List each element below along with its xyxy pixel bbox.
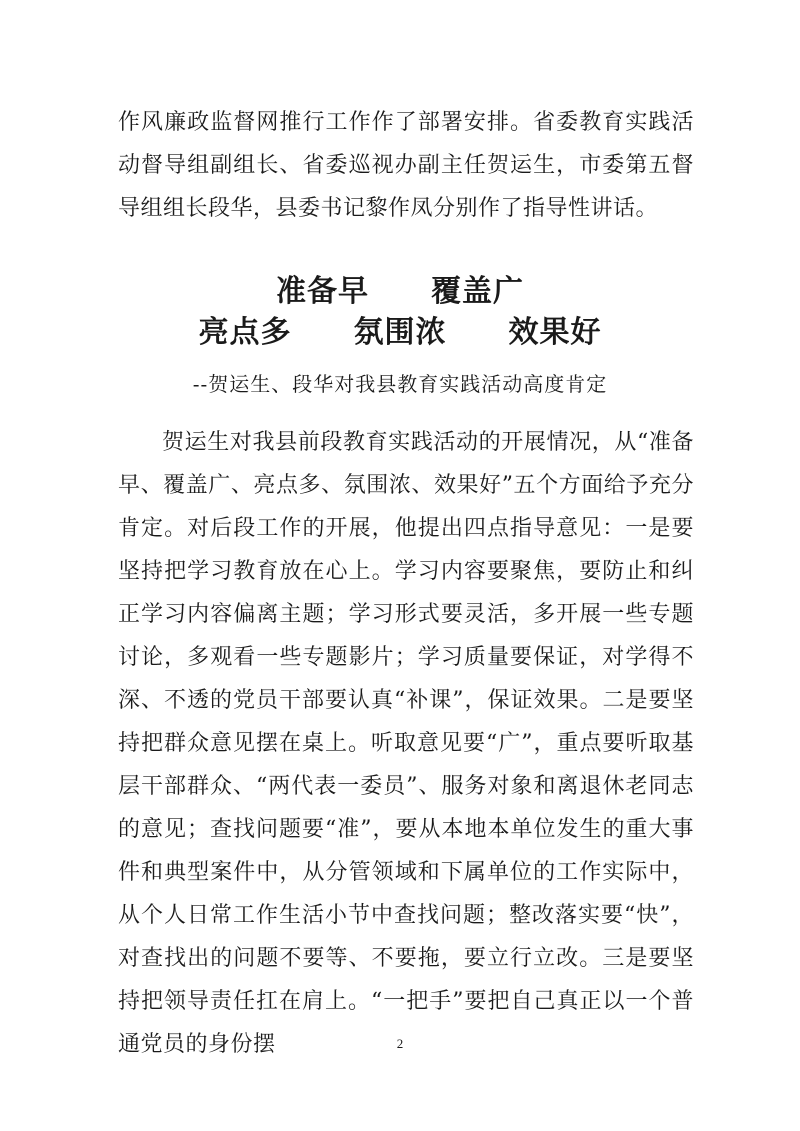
heading-line-1: 准备早 覆盖广	[276, 274, 524, 309]
subtitle: --贺运生、段华对我县教育实践活动高度肯定	[192, 372, 608, 396]
page-number: 2	[396, 1036, 404, 1051]
main-paragraph: 贺运生对我县前段教育实践活动的开展情况，从“准备早、覆盖广、亮点多、氛围浓、效果好”五个方面给予充分肯定。对后段工作的开展，他提出四点指导意见：一是要坚持把学习教育放在心上。学习内容要聚焦，要防止和纠正学习内容偏离主题；学习形式要灵活，多开展一些专题讨论，多观看一些专题影片；学习质量要保证，对学得不深、不透的党员干部要认真“补课”，保证效果。二是要坚持把群众意见摆在桌上。听取意见要“广”，重点要听取基层干部群众、“两代表一委员”、服务对象和离退休老同志的意见；查找问题要“准”，要从本地本单位发生的重大事件和典型案件中，从分管领域和下属单位的工作实际中，从个人日常工作生活小节中查找问题；整改落实要“快”，对查找出的问题不要等、不要拖，要立行立改。三是要坚持把领导责任扛在肩上。“一把手”要把自己真正以一个普通党员的身份摆	[118, 430, 694, 1057]
intro-paragraph: 作风廉政监督网推行工作作了部署安排。省委教育实践活动督导组副组长、省委巡视办副主任贺运生，市委第五督导组组长段华，县委书记黎作凤分别作了指导性讲话。	[118, 110, 694, 221]
heading-line-2: 亮点多 氛围浓 效果好	[198, 315, 602, 350]
